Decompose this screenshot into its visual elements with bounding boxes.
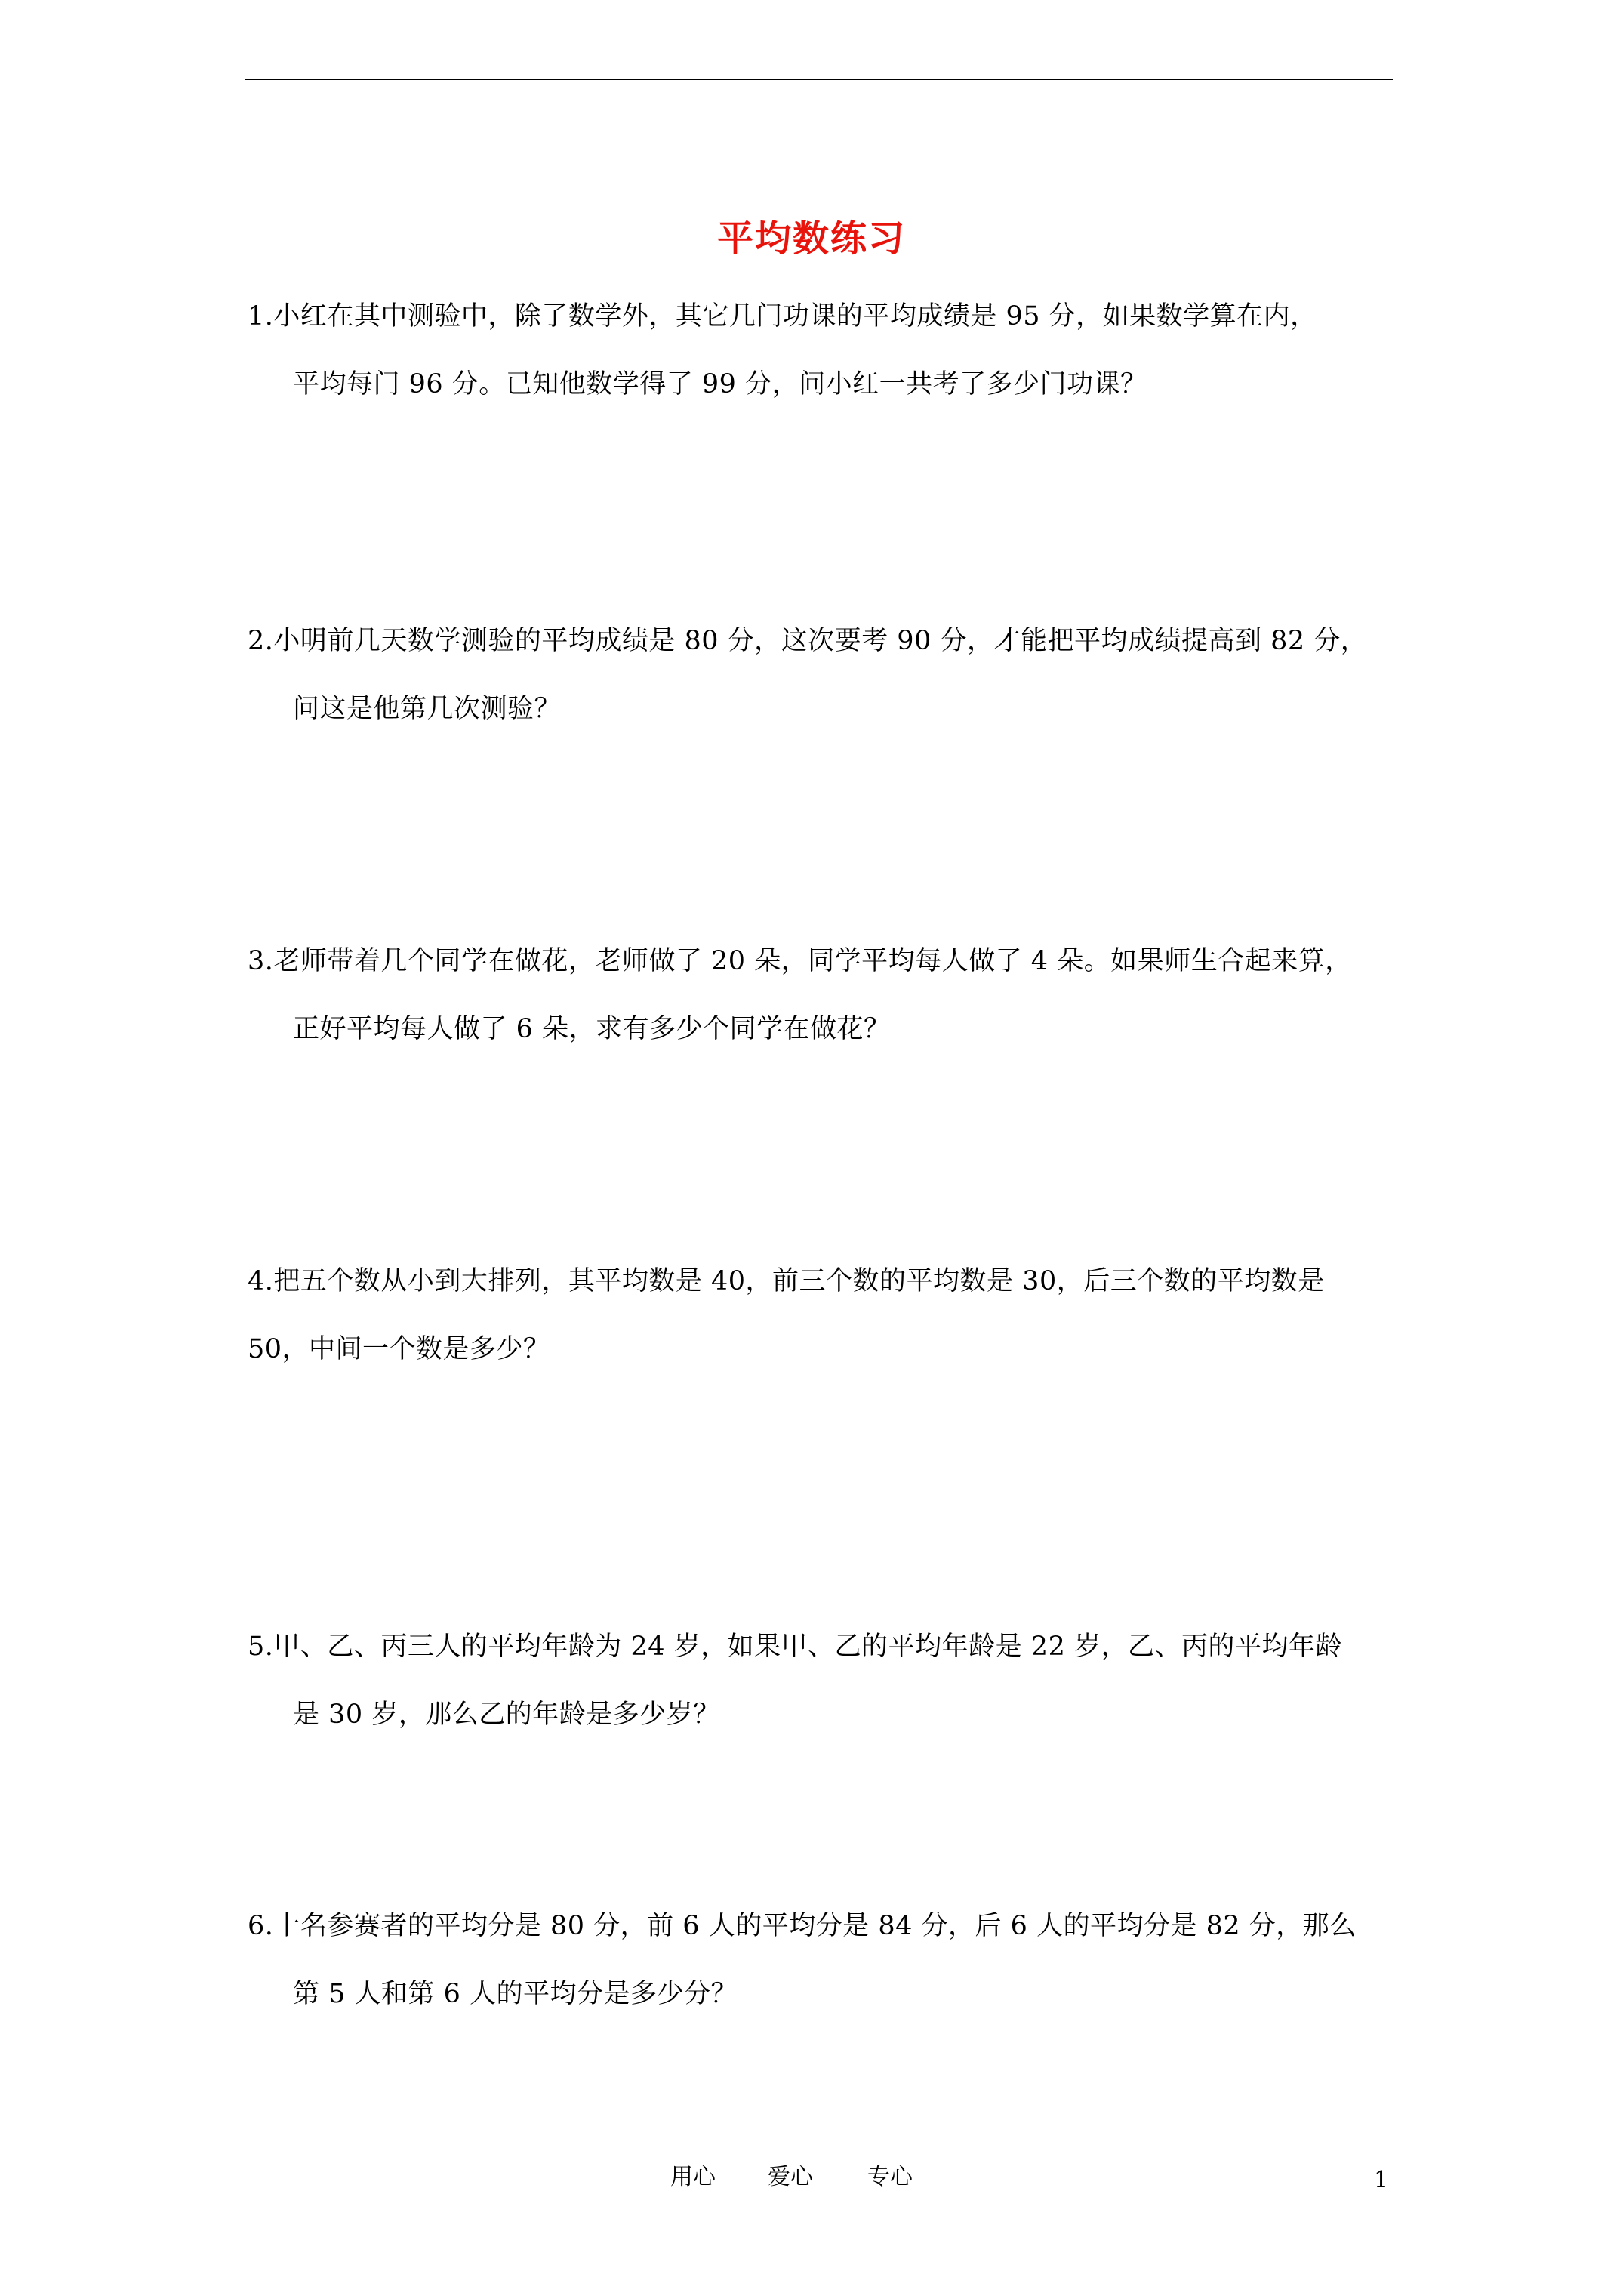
footer-motto-1: 用心 [670, 2164, 716, 2190]
footer-motto-3: 专心 [867, 2164, 913, 2190]
header-rule [245, 79, 1393, 80]
page-number: 1 [1374, 2167, 1389, 2193]
question-3-line-2: 正好平均每人做了 6 朵，求有多少个同学在做花？ [293, 1014, 891, 1044]
question-3-line-1: 3.老师带着几个同学在做花，老师做了 20 朵，同学平均每人做了 4 朵。如果师生合起来算， [248, 946, 1352, 976]
page-title: 平均数练习 [716, 217, 906, 260]
question-5-line-1: 5.甲、乙、丙三人的平均年龄为 24 岁，如果甲、乙的平均年龄是 22 岁，乙、丙的平均年龄 [248, 1632, 1342, 1662]
question-1-line-1: 1.小红在其中测验中，除了数学外，其它几门功课的平均成绩是 95 分，如果数学算在内， [248, 301, 1317, 331]
question-4-line-2: 50，中间一个数是多少？ [248, 1334, 550, 1364]
question-2-line-1: 2.小明前几天数学测验的平均成绩是 80 分，这次要考 90 分，才能把平均成绩提高到 82 分， [248, 626, 1368, 656]
footer-motto-2: 爱心 [768, 2164, 813, 2190]
question-5-line-2: 是 30 岁，那么乙的年龄是多少岁？ [293, 1700, 720, 1730]
question-4-line-1: 4.把五个数从小到大排列，其平均数是 40，前三个数的平均数是 30，后三个数的平均数是 [248, 1266, 1325, 1296]
question-6-line-1: 6.十名参赛者的平均分是 80 分，前 6 人的平均分是 84 分，后 6 人的平均分是 82 分，那么 [248, 1911, 1357, 1941]
question-6-line-2: 第 5 人和第 6 人的平均分是多少分？ [293, 1979, 738, 2009]
question-1-line-2: 平均每门 96 分。已知他数学得了 99 分，问小红一共考了多少门功课？ [293, 369, 1147, 399]
question-2-line-2: 问这是他第几次测验？ [293, 694, 562, 724]
